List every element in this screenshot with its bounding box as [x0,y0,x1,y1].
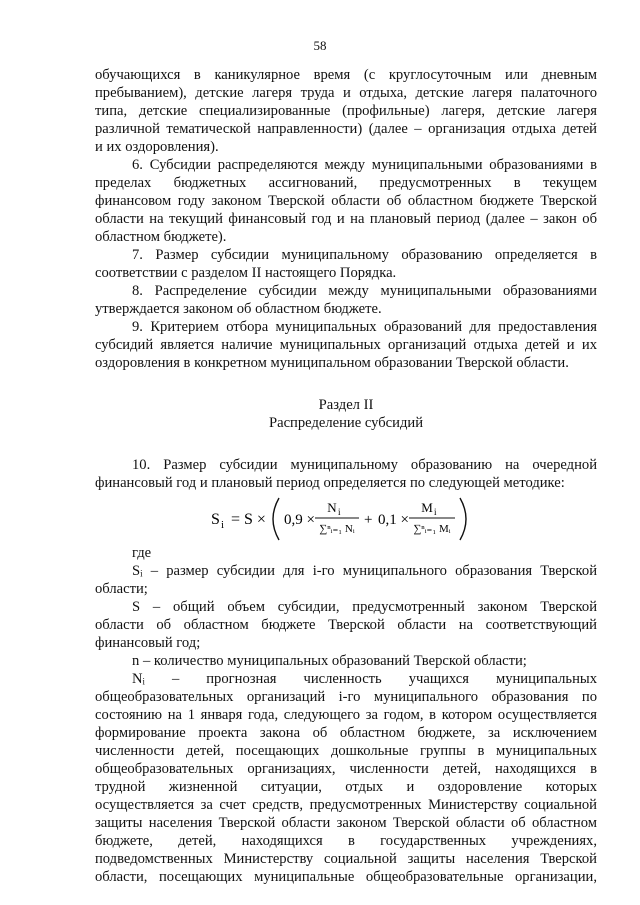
text-line: финансовый год и плановый период определяется по следующей методике: [95,475,565,491]
fraction-2-denominator: ∑ⁿᵢ₌₁ Mᵢ [413,523,451,535]
formula-lhs: S [211,511,220,528]
formula-equals: = S × [231,511,266,528]
text-line: области на текущий финансовый год и на плановый период (далее – закон об [95,211,597,227]
text-line: подведомственных Министерству социальной защиты населения Тверской [95,851,597,867]
text-line: 8. Распределение субсидии между муниципальными образованиями [132,283,597,299]
text-line: области, посещающих муниципальные общеобразовательные организации, [95,869,597,885]
formula-lhs-subscript: i [221,519,225,531]
text-line: бюджете, детей, находящихся в государственных учреждениях, [95,833,597,849]
text-line: 10. Размер субсидии муниципальному образованию на очередной [132,457,597,473]
intro-paragraph [95,66,597,156]
paragraph-6 [95,156,597,246]
definition-si [95,562,597,598]
left-paren [273,498,279,540]
formula-plus: + [364,512,373,528]
text-line: 6. Субсидии распределяются между муниципальными образованиями в [132,157,597,173]
where-label: где [132,545,152,561]
text-line: трудной жизненной ситуации, отдых и оздоровление которых [95,779,597,795]
text-line: защиты населения Тверской области законом Тверской области об областном [95,815,597,831]
text-line: различной тематической направленности) (далее – организация отдыха детей [95,121,597,137]
section-title: Распределение субсидий [268,415,424,431]
text-line: состоянию на 1 января года, следующего за годом, в котором осуществляется [95,707,597,723]
fraction-1-numerator-subscript: i [338,507,341,517]
page-number: 58 [313,38,327,53]
formula-graphic [211,494,481,544]
text-line: 7. Размер субсидии муниципальному образованию определяется в [132,247,597,263]
text-line: 9. Критерием отбора муниципальных образований для предоставления [132,319,597,335]
document-body [95,66,597,886]
formula-coef-1: 0,9 × [284,512,315,528]
subsidy-formula [95,494,597,544]
text-line: обучающихся в каникулярное время (с круглосуточным или дневным [95,67,597,83]
text-line: области об областном бюджете Тверской области на соответствующий [95,617,597,633]
paragraph-9 [95,318,597,372]
text-line: областном бюджете). [95,229,227,245]
text-line: и их оздоровления). [95,139,219,155]
right-paren [460,498,466,540]
text-line: субсидий является наличие муниципальных организаций отдыха детей и их [95,337,597,353]
text-line: области; [95,581,148,597]
text-line: осуществляется за счет средств, предусмотренных Министерству социальной [95,797,597,813]
text-line: соответствии с разделом II настоящего Порядка. [95,265,397,281]
text-line: пределах бюджетных ассигнований, предусмотренных в текущем [95,175,597,191]
fraction-1-numerator: N [327,500,337,515]
text-line: Sᵢ – размер субсидии для i-го муниципального образования Тверской [132,563,597,579]
fraction-2-numerator-subscript: i [434,507,437,517]
section-number: Раздел II [318,397,374,413]
text-line: пребыванием), детские лагеря труда и отдыха, детские лагеря палаточного [95,85,597,101]
fraction-2-numerator: M [421,500,433,515]
text-line: типа, детские специализированные (профильные) лагеря, детские лагеря [95,103,597,119]
paragraph-10 [95,456,597,492]
text-line: общеобразовательных организаций i-го муниципального образования по [95,689,597,705]
text-line: утверждается законом об областном бюджете. [95,301,382,317]
formula-coef-2: 0,1 × [378,512,409,528]
text-line: финансовый год; [95,635,201,651]
text-line: Nᵢ – прогнозная численность учащихся муниципальных [132,671,597,687]
paragraph-7 [95,246,597,282]
text-line: оздоровления в конкретном муниципальном образовании Тверской области. [95,355,569,371]
text-line: общеобразовательных организациях, численности детей, находящихся в [95,761,597,777]
text-line: n – количество муниципальных образований Тверской области; [132,653,527,669]
definition-n [95,652,597,670]
fraction-1-denominator: ∑ⁿᵢ₌₁ Nᵢ [319,523,355,535]
text-line: финансовом году законом Тверской области об областном бюджете Тверской [95,193,597,209]
paragraph-8 [95,282,597,318]
text-line: S – общий объем субсидии, предусмотренный законом Тверской [132,599,597,615]
text-line: формирование проекта закона об областном бюджете, за исключением [95,725,597,741]
text-line: численности детей, посещающих дошкольные группы в муниципальных [95,743,597,759]
definition-s [95,598,597,652]
definition-ni [95,670,597,886]
